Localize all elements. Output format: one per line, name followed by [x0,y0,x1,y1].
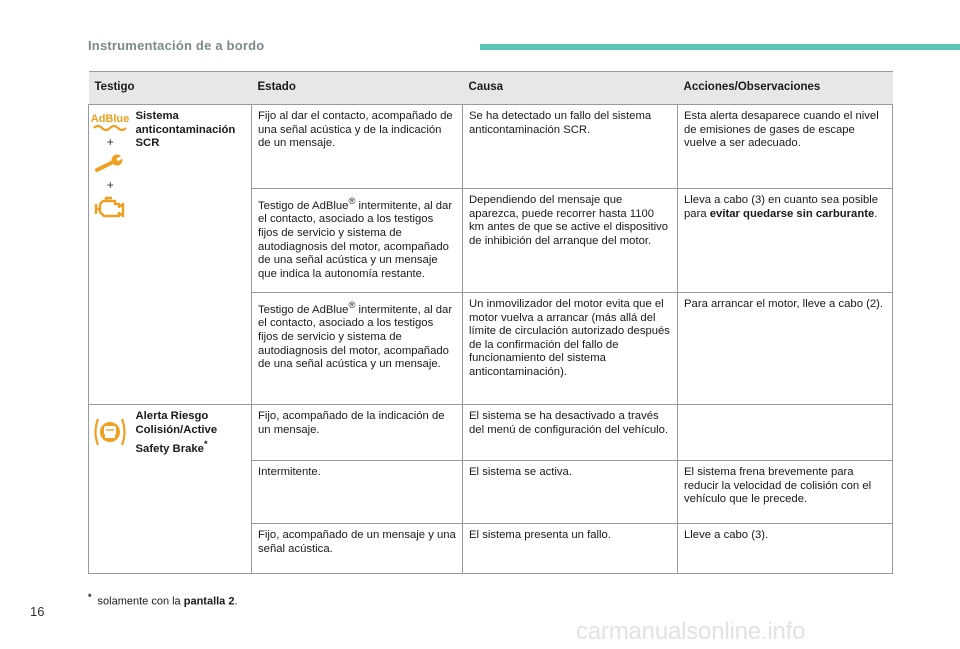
footnote-mark: * [203,438,208,450]
acciones-text: Lleva a cabo (3) en cuanto sea posible para [684,194,879,220]
table-row [89,405,893,461]
column-header-estado: Estado [252,72,463,105]
adblue-icon-label: AdBlue [91,113,130,125]
table-row [89,105,893,189]
group-name-scr: Sistema anticontaminación SCR [132,105,252,405]
acciones-cell: El sistema frena brevemente para reducir la velocidad de colisión con el vehículo que le precede. [678,461,893,524]
engine-icon [89,195,132,221]
column-header-causa: Causa [463,72,678,105]
causa-cell: El sistema presenta un fallo. [463,524,678,574]
table-header-row [89,72,893,105]
estado-text: Testigo de AdBlue [258,199,349,212]
group-name-collision [132,405,252,574]
watermark[interactable]: carmanualsonline.info [576,618,806,645]
acciones-cell: Esta alerta desaparece cuando el nivel de emisiones de gases de escape vuelve a ser adecuado. [678,105,893,189]
estado-cell: Fijo, acompañado de la indicación de un mensaje. [252,405,463,461]
footnote-text: . [234,595,238,608]
footnote [88,592,238,608]
causa-cell: Un inmovilizador del motor evita que el motor vuelva a arrancar (más allá del límite de circulación autorizado después de la confirmación del fallo de funcionamiento del sistema anticontaminación). [463,293,678,405]
causa-cell: Se ha detectado un fallo del sistema anticontaminación SCR. [463,105,678,189]
acciones-keyword: evitar quedarse sin carburante [709,207,875,220]
icon-cell-collision [89,405,132,574]
column-header-testigo: Testigo [89,72,252,105]
plus-separator: + [106,135,114,149]
causa-cell: El sistema se ha desactivado a través del menú de configuración del vehículo. [463,405,678,461]
collision-alert-icon [89,415,132,449]
warning-lights-table [88,71,893,574]
footnote-text: solamente con la [97,595,184,608]
estado-cell: Fijo, acompañado de un mensaje y una señal acústica. [252,524,463,574]
acciones-cell [678,189,893,293]
causa-cell: Dependiendo del mensaje que aparezca, puede recorrer hasta 1100 km antes de que se active el dispositivo de inhibición del arranque del motor. [463,189,678,293]
footnote-keyword: pantalla 2 [183,595,235,608]
acciones-text: . [874,207,878,220]
adblue-icon [89,111,132,133]
column-header-acciones: Acciones/Observaciones [678,72,893,105]
header-accent-bar [480,44,960,50]
icon-cell-scr [89,105,132,405]
plus-separator: + [106,178,114,192]
estado-cell [252,293,463,405]
causa-cell: El sistema se activa. [463,461,678,524]
acciones-cell [678,405,893,461]
estado-cell [252,189,463,293]
acciones-cell: Lleve a cabo (3). [678,524,893,574]
page-section-title: Instrumentación de a bordo [88,38,265,53]
group-name-text: Alerta Riesgo Colisión/Active Safety Brake [135,410,218,455]
estado-text: Testigo de AdBlue [258,303,349,316]
estado-text: intermitente, al dar el contacto, asociado a los testigos fijos de servicio y sistema de autodiagnosis del motor, acompañado de una señal acústica y un mensaje que indica la autonomía restante. [258,199,453,280]
estado-cell: Fijo al dar el contacto, acompañado de una señal acústica y de la indicación de un mensaje. [252,105,463,189]
wrench-icon [89,152,132,176]
acciones-cell: Para arrancar el motor, lleve a cabo (2). [678,293,893,405]
estado-text: intermitente, al dar el contacto, asociado a los testigos fijos de servicio y sistema de autodiagnosis del motor, acompañado de una señal acústica y un mensaje. [258,303,453,371]
page-number: 16 [30,604,45,619]
footnote-star: * [88,592,92,602]
registered-mark: ® [348,299,356,310]
estado-cell: Intermitente. [252,461,463,524]
registered-mark: ® [348,195,356,206]
